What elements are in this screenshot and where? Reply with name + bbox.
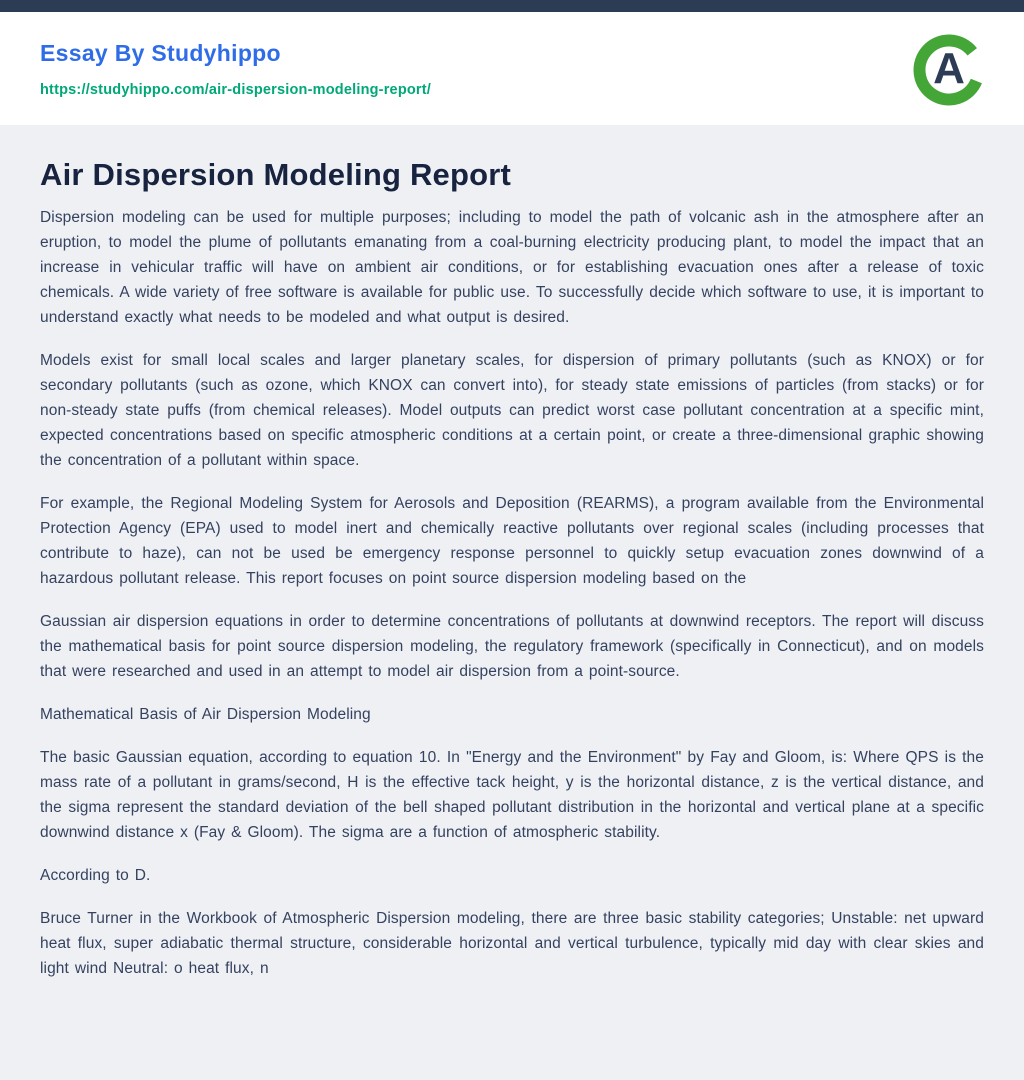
- page-header: [0, 12, 1024, 125]
- paragraph-intro: Dispersion modeling can be used for multiple purposes; including to model the path of volcanic ash in the atmosphere after an eruption, to model the plume of pollutants emanating from a coal-burning electricity producing plant, to model the impact that an increase in vehicular traffic will have on ambient air conditions, or for establishing evacuation ones after a release of toxic chemicals. A wide variety of free software is available for public use. To successfully decide which software to use, it is important to understand exactly what needs to be modeled and what output is desired.: [40, 209, 984, 326]
- article-content: [0, 125, 1024, 981]
- page-url-link[interactable]: https://studyhippo.com/air-dispersion-modeling-report/: [40, 82, 432, 98]
- paragraph-stability-categories: Bruce Turner in the Workbook of Atmospheric Dispersion modeling, there are three basic stability categories; Unstable: net upward heat flux, super adiabatic thermal structure, considerable horizontal and vertical turbulence, typically mid day with clear skies and light wind Neutral: o heat flux, n: [40, 910, 984, 977]
- paragraph-gaussian-overview: Gaussian air dispersion equations in order to determine concentrations of pollutants at downwind receptors. The report will discuss the mathematical basis for point source dispersion modeling, the regulatory framework (specifically in Connecticut), and on models that were researched and used in an attempt to model air dispersion from a point-source.: [40, 613, 984, 680]
- header-text-block: [40, 40, 431, 99]
- studyhippo-logo: [912, 33, 986, 107]
- paragraph-gaussian-equation: The basic Gaussian equation, according to equation 10. In "Energy and the Environment" by Fay and Gloom, is: Where QPS is the mass rate of a pollutant in grams/second, H is the effective tack height, y is the horizontal distance, z is the vertical distance, and the sigma represent the standard deviation of the bell shaped pollutant distribution in the horizontal and vertical plane at a specific downwind distance x (Fay & Gloom). The sigma are a function of atmospheric stability.: [40, 749, 984, 841]
- article-title: Air Dispersion Modeling Report: [40, 157, 512, 192]
- paragraph-rearms-example: For example, the Regional Modeling System for Aerosols and Deposition (REARMS), a program available from the Environmental Protection Agency (EPA) used to model inert and chemically reactive pollutants over regional scales (including processes that contribute to haze), can not be used be emergency response personnel to quickly setup evacuation zones downwind of a hazardous pollutant release. This report focuses on point source dispersion modeling based on the: [40, 495, 984, 587]
- site-title: Essay By Studyhippo: [40, 40, 281, 66]
- top-accent-bar: [0, 0, 1024, 12]
- paragraph-models-scales: Models exist for small local scales and larger planetary scales, for dispersion of primary pollutants (such as KNOX) or for secondary pollutants (such as ozone, which KNOX can convert into), for steady state emissions of particles (from stacks) or for non-steady state puffs (from chemical releases). Model outputs can predict worst case pollutant concentration at a specific mint, expected concentrations based on specific atmospheric conditions at a certain point, or create a three-dimensional graphic showing the concentration of a pollutant within space.: [40, 352, 984, 469]
- paragraph-according-to-d: According to D.: [40, 867, 151, 884]
- logo-letter: A: [933, 43, 965, 93]
- section-heading-mathematical-basis: Mathematical Basis of Air Dispersion Modeling: [40, 706, 371, 723]
